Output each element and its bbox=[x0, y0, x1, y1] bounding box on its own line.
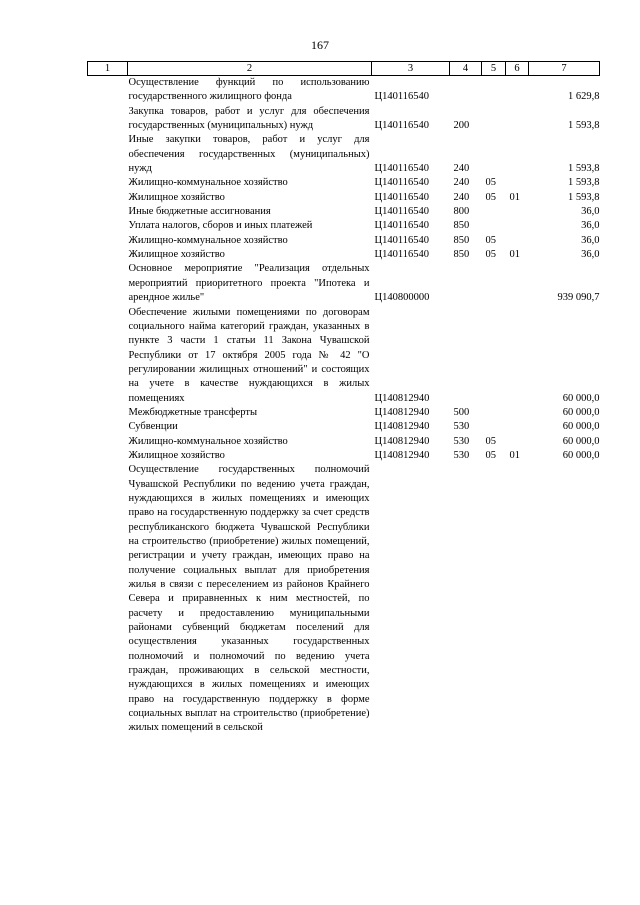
row-expense-type: 800 bbox=[453, 206, 470, 218]
row-expense-type: 850 bbox=[453, 220, 470, 232]
column-header: 5 bbox=[482, 62, 506, 76]
column-header: 4 bbox=[450, 62, 482, 76]
row-expense-type bbox=[450, 306, 482, 406]
row-code: Ц140116540 bbox=[374, 234, 429, 246]
row-code: Ц140116540 bbox=[374, 91, 429, 103]
row-amount bbox=[529, 463, 600, 736]
row-amount: 60 000,0 bbox=[562, 435, 600, 447]
blank-cell bbox=[88, 406, 128, 420]
row-description: Межбюджетные трансферты bbox=[128, 406, 258, 418]
column-header: 7 bbox=[529, 62, 600, 76]
row-section: 05 bbox=[485, 449, 496, 461]
column-header: 3 bbox=[372, 62, 450, 76]
row-description: Иные бюджетные ассигнования bbox=[128, 206, 271, 218]
row-section: 05 bbox=[485, 177, 496, 189]
row-expense-type: 530 bbox=[453, 449, 470, 461]
row-section bbox=[482, 133, 506, 176]
row-section: 05 bbox=[485, 435, 496, 447]
row-section: 05 bbox=[485, 191, 496, 203]
row-section: 05 bbox=[485, 249, 496, 261]
row-code: Ц140116540 bbox=[374, 163, 429, 175]
table-row bbox=[88, 219, 600, 233]
row-amount: 60 000,0 bbox=[562, 449, 600, 461]
blank-cell bbox=[88, 435, 128, 449]
row-subsection bbox=[506, 105, 529, 134]
blank-cell bbox=[88, 205, 128, 219]
row-section bbox=[482, 262, 506, 305]
row-amount: 1 593,8 bbox=[568, 120, 600, 132]
row-subsection bbox=[506, 463, 529, 736]
row-expense-type bbox=[450, 76, 482, 105]
row-code: Ц140116540 bbox=[374, 177, 429, 189]
row-amount: 36,0 bbox=[581, 220, 600, 232]
row-description: Осуществление функций по использованию государственного жилищного фонда bbox=[128, 77, 370, 103]
row-expense-type bbox=[450, 463, 482, 736]
row-code: Ц140116540 bbox=[374, 191, 429, 203]
row-amount: 1 593,8 bbox=[568, 177, 600, 189]
row-subsection bbox=[506, 234, 529, 248]
row-amount: 1 593,8 bbox=[568, 191, 600, 203]
row-expense-type: 530 bbox=[453, 421, 470, 433]
row-description: Жилищно-коммунальное хозяйство bbox=[128, 435, 288, 447]
row-amount: 1 593,8 bbox=[568, 163, 600, 175]
row-amount: 36,0 bbox=[581, 249, 600, 261]
row-subsection bbox=[506, 133, 529, 176]
row-code: Ц140812940 bbox=[374, 421, 430, 433]
blank-cell bbox=[88, 306, 128, 406]
row-description: Основное мероприятие "Реализация отдельных мероприятий приоритетного проекта "Ипотека и арендное жилье" bbox=[128, 263, 370, 304]
row-amount: 36,0 bbox=[581, 234, 600, 246]
table-row bbox=[88, 248, 600, 262]
table-row bbox=[88, 420, 600, 434]
blank-cell bbox=[88, 420, 128, 434]
row-section bbox=[482, 76, 506, 105]
row-subsection: 01 bbox=[509, 449, 520, 461]
blank-cell bbox=[88, 449, 128, 463]
table-row bbox=[88, 234, 600, 248]
row-code: Ц140116540 bbox=[374, 249, 429, 261]
row-description: Субвенции bbox=[128, 421, 178, 433]
table-row bbox=[88, 133, 600, 176]
row-expense-type: 240 bbox=[453, 177, 470, 189]
row-subsection: 01 bbox=[509, 191, 520, 203]
page-number: 167 bbox=[311, 38, 329, 52]
row-description: Осуществление государственных полномочий Чувашской Республики по ведению учета граждан, нуждающихся в жилых помещениях и имеющих право на государственную поддержку за счет средств республиканского бюджета Чувашской Республики на строительство (приобретение) жилых помещений, регистрации и учету граждан, имеющих право на получение социальных выплат для приобретения жилья в связи с переселением из районов Крайнего Севера и приравненных к ним местностей, по расчету и предоставлению муниципальными районами субвенций бюджетам поселений для осуществления указанных государственных полномочий и полномочий по ведению учета граждан, проживающих в сельской местности, нуждающихся в жилых помещениях и имеющих право на государственную поддержку в форме социальных выплат на строительство (приобретение) жилых помещений в сельской bbox=[128, 464, 370, 734]
row-amount: 36,0 bbox=[581, 206, 600, 218]
table-row bbox=[88, 306, 600, 406]
row-section bbox=[482, 205, 506, 219]
table-row bbox=[88, 449, 600, 463]
row-expense-type: 200 bbox=[453, 120, 470, 132]
row-subsection bbox=[506, 306, 529, 406]
row-subsection bbox=[506, 435, 529, 449]
row-section bbox=[482, 105, 506, 134]
table-row bbox=[88, 463, 600, 736]
row-expense-type: 240 bbox=[453, 191, 470, 203]
row-subsection bbox=[506, 76, 529, 105]
table-row bbox=[88, 105, 600, 134]
column-header: 2 bbox=[128, 62, 372, 76]
row-section bbox=[482, 406, 506, 420]
row-subsection bbox=[506, 219, 529, 233]
row-code: Ц140800000 bbox=[374, 292, 430, 304]
row-subsection bbox=[506, 420, 529, 434]
blank-cell bbox=[88, 262, 128, 305]
row-subsection: 01 bbox=[509, 249, 520, 261]
row-section bbox=[482, 463, 506, 736]
table-row bbox=[88, 205, 600, 219]
row-expense-type: 850 bbox=[453, 249, 470, 261]
blank-cell bbox=[88, 133, 128, 176]
blank-cell bbox=[88, 234, 128, 248]
row-subsection bbox=[506, 205, 529, 219]
row-description: Жилищно-коммунальное хозяйство bbox=[128, 234, 288, 246]
table-row bbox=[88, 435, 600, 449]
table-row bbox=[88, 406, 600, 420]
row-code: Ц140812940 bbox=[374, 449, 430, 461]
table-row bbox=[88, 176, 600, 190]
header-row bbox=[88, 62, 600, 76]
row-code bbox=[372, 463, 450, 736]
blank-cell bbox=[88, 463, 128, 736]
column-header: 6 bbox=[506, 62, 529, 76]
row-expense-type bbox=[450, 262, 482, 305]
row-code: Ц140116540 bbox=[374, 206, 429, 218]
row-description: Уплата налогов, сборов и иных платежей bbox=[128, 220, 313, 232]
table-row bbox=[88, 76, 600, 105]
row-code: Ц140812940 bbox=[374, 392, 430, 404]
row-code: Ц140812940 bbox=[374, 406, 430, 418]
row-amount: 939 090,7 bbox=[557, 292, 600, 304]
row-section bbox=[482, 219, 506, 233]
row-code: Ц140116540 bbox=[374, 220, 429, 232]
row-description: Обеспечение жилыми помещениями по договорам социального найма категорий граждан, указанных в пункте 3 части 1 статьи 11 Закона Чувашской Республики от 17 октября 2005 года № 42 "О регулировании жилищных отношений" и состоящих на учете в качестве нуждающихся в жилых помещениях bbox=[128, 306, 370, 404]
row-section bbox=[482, 420, 506, 434]
row-code: Ц140116540 bbox=[374, 120, 429, 132]
blank-cell bbox=[88, 248, 128, 262]
row-amount: 60 000,0 bbox=[562, 406, 600, 418]
blank-cell bbox=[88, 176, 128, 190]
row-amount: 1 629,8 bbox=[568, 91, 600, 103]
row-description: Жилищное хозяйство bbox=[128, 449, 225, 461]
row-amount: 60 000,0 bbox=[562, 421, 600, 433]
row-expense-type: 500 bbox=[453, 406, 470, 418]
row-subsection bbox=[506, 176, 529, 190]
row-expense-type: 850 bbox=[453, 234, 470, 246]
row-section: 05 bbox=[485, 234, 496, 246]
row-description: Жилищное хозяйство bbox=[128, 191, 225, 203]
row-amount: 60 000,0 bbox=[562, 392, 600, 404]
blank-cell bbox=[88, 105, 128, 134]
row-section bbox=[482, 306, 506, 406]
row-subsection bbox=[506, 406, 529, 420]
budget-table bbox=[87, 61, 600, 736]
row-description: Жилищное хозяйство bbox=[128, 249, 225, 261]
row-description: Закупка товаров, работ и услуг для обеспечения государственных (муниципальных) нужд bbox=[128, 105, 370, 132]
row-code: Ц140812940 bbox=[374, 435, 430, 447]
row-expense-type: 530 bbox=[453, 435, 470, 447]
row-description: Иные закупки товаров, работ и услуг для обеспечения государственных (муниципальных) нужд bbox=[128, 134, 370, 175]
column-header: 1 bbox=[88, 62, 128, 76]
row-description: Жилищно-коммунальное хозяйство bbox=[128, 177, 288, 189]
blank-cell bbox=[88, 219, 128, 233]
table-row bbox=[88, 262, 600, 305]
row-subsection bbox=[506, 262, 529, 305]
blank-cell bbox=[88, 76, 128, 105]
table-row bbox=[88, 191, 600, 205]
row-expense-type: 240 bbox=[453, 163, 470, 175]
blank-cell bbox=[88, 191, 128, 205]
